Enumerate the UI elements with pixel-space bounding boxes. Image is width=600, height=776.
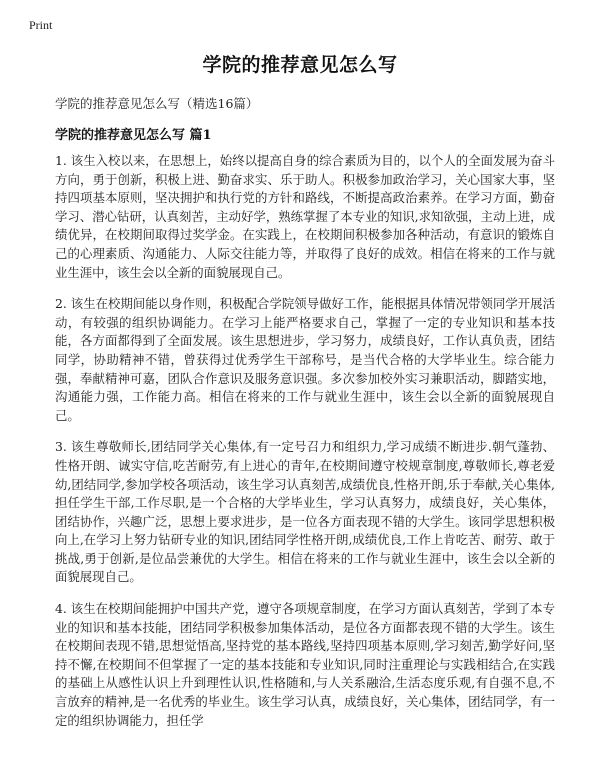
section-heading: 学院的推荐意见怎么写 篇1 xyxy=(55,128,212,143)
paragraph-2: 2. 该生在校期间能以身作则，积极配合学院领导做好工作，能根据具体情况带领同学开展活动，有较强的组织协调能力。在学习上能严格要求自己，掌握了一定的专业知识和基本技能，各方面都得到了全面发展。该生思想进步，学习努力，成绩良好，工作认真负责，团结同学，协助精神不错，曾获得过优秀学生干部称号，是当代合格的大学毕业生。综合能力强，奉献精神可嘉，团队合作意识及服务意识强。多次参加校外实习兼职活动，脚踏实地，沟通能力强，工作能力高。相信在将来的工作与就业生涯中，该生会以全新的面貌展现自己。 xyxy=(55,296,555,423)
paragraph-3: 3. 该生尊敬师长,团结同学关心集体,有一定号召力和组织力,学习成绩不断进步.朝气蓬勃、性格开朗、诚实守信,吃苦耐劳,有上进心的青年,在校期间遵守校规章制度,尊敬师长,尊老爱幼,团结同学,参加学校各项活动，该生学习认真刻苦,成绩优良,性格开朗,乐于奉献,关心集体,担任学生干部,工作尽职,是一个合格的大学毕业生，学习认真努力，成绩良好，关心集体，团结协作，兴趣广泛，思想上要求进步，是一位各方面表现不错的大学生。该同学思想积极向上,在学习上努力钻研专业的知识,团结同学性格开朗,成绩优良,工作上肯吃苦、耐劳、敢于挑战,勇于创新,是位品尝兼优的大学生。相信在将来的工作与就业生涯中，该生会以全新的面貌展现自己。 xyxy=(55,439,555,585)
paragraph-4: 4. 该生在校期间能拥护中国共产党，遵守各项规章制度，在学习方面认真刻苦，学到了本专业的知识和基本技能，团结同学积极参加集体活动，是位各方面都表现不错的大学生。该生在校期间表现不错,思想觉悟高,坚持党的基本路线,坚持四项基本原则,学习刻苦,勤学好问,坚持不懈,在校期间不但掌握了一定的基本技能和专业知识,同时注重理论与实践相结合,在实践的基础上从感性认识上升到理性认识,性格随和,与人关系融洽,生活态度乐观,有自强不息,不言放弃的精神,是一名优秀的毕业生。该生学习认真，成绩良好，关心集体，团结同学，有一定的组织协调能力，担任学 xyxy=(55,601,555,728)
document-body xyxy=(55,152,555,743)
paragraph-1: 1. 该生入校以来，在思想上，始终以提高自身的综合素质为目的，以个人的全面发展为奋斗方向，勇于创新，积极上进、勤奋求实、乐于助人。积极参加政治学习，关心国家大事，坚持四项基本原则，坚决拥护和执行党的方针和路线，不断提高政治素养。在学习方面，勤奋学习、潜心钻研，认真刻苦，主动好学，熟练掌握了本专业的知识,求知欲强，主动上进，成绩优异，在校期间取得过奖学金。在实践上，在校期间积极参加各种活动，有意识的锻炼自己的心理素质、沟通能力、人际交往能力等，并取得了良好的成效。相信在将来的工作与就业生涯中，该生会以全新的面貌展现自己。 xyxy=(55,153,555,280)
print-link[interactable]: Print xyxy=(29,18,53,32)
document-title: 学院的推荐意见怎么写 xyxy=(202,54,398,76)
document-subtitle: 学院的推荐意见怎么写（精选16篇） xyxy=(55,96,259,111)
